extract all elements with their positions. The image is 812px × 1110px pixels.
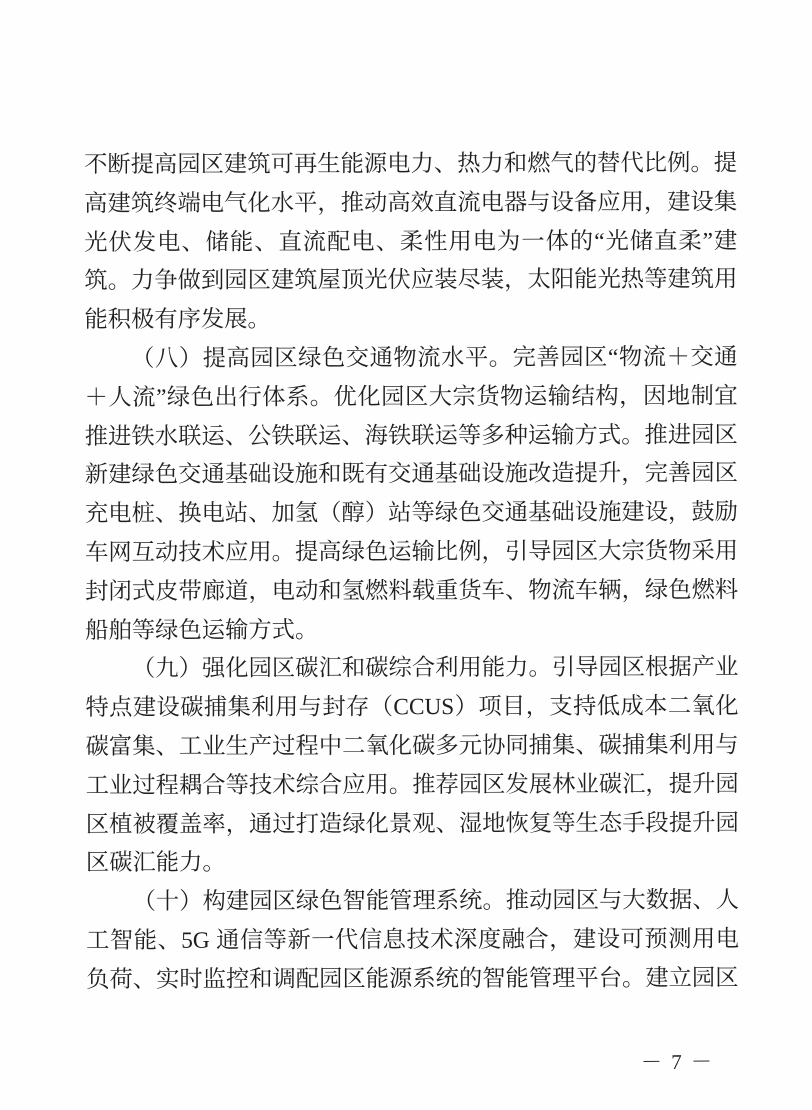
paragraph-item-10: （十）构建园区绿色智能管理系统。推动园区与大数据、人工智能、5G 通信等新一代信息技术深度融合，建设可预测用电负荷、实时监控和调配园区能源系统的智能管理平台。建立园区 (86, 887, 740, 993)
page-number: － 7 － (640, 1049, 715, 1075)
document-body (84, 144, 739, 999)
paragraph-continuation: 不断提高园区建筑可再生能源电力、热力和燃气的替代比例。提高建筑终端电气化水平，推动高效直流电器与设备应用，建设集光伏发电、储能、直流配电、柔性用电为一体的“光储直柔”建筑。力争做到园区建筑屋顶光伏应装尽装，太阳能光热等建筑用能积极有序发展。 (84, 150, 738, 334)
paragraph-item-8: （八）提高园区绿色交通物流水平。完善园区“物流＋交通＋人流”绿色出行体系。优化园区大宗货物运输结构，因地制宜推进铁水联运、公铁联运、海铁联运等多种运输方式。推进园区新建绿色交通基础设施和既有交通基础设施改造提升，完善园区充电桩、换电站、加氢（醇）站等绿色交通基础设施建设，鼓励车网互动技术应用。提高绿色运输比例，引导园区大宗货物采用封闭式皮带廊道，电动和氢燃料载重货车、物流车辆，绿色燃料船舶等绿色运输方式。 (84, 344, 739, 644)
paragraph-item-9: （九）强化园区碳汇和碳综合利用能力。引导园区根据产业特点建设碳捕集利用与封存（CCUS）项目，支持低成本二氧化碳富集、工业生产过程中二氧化碳多元协同捕集、碳捕集利用与工业过程耦合等技术综合应用。推荐园区发展林业碳汇，提升园区植被覆盖率，通过打造绿化景观、湿地恢复等生态手段提升园区碳汇能力。 (85, 654, 739, 877)
